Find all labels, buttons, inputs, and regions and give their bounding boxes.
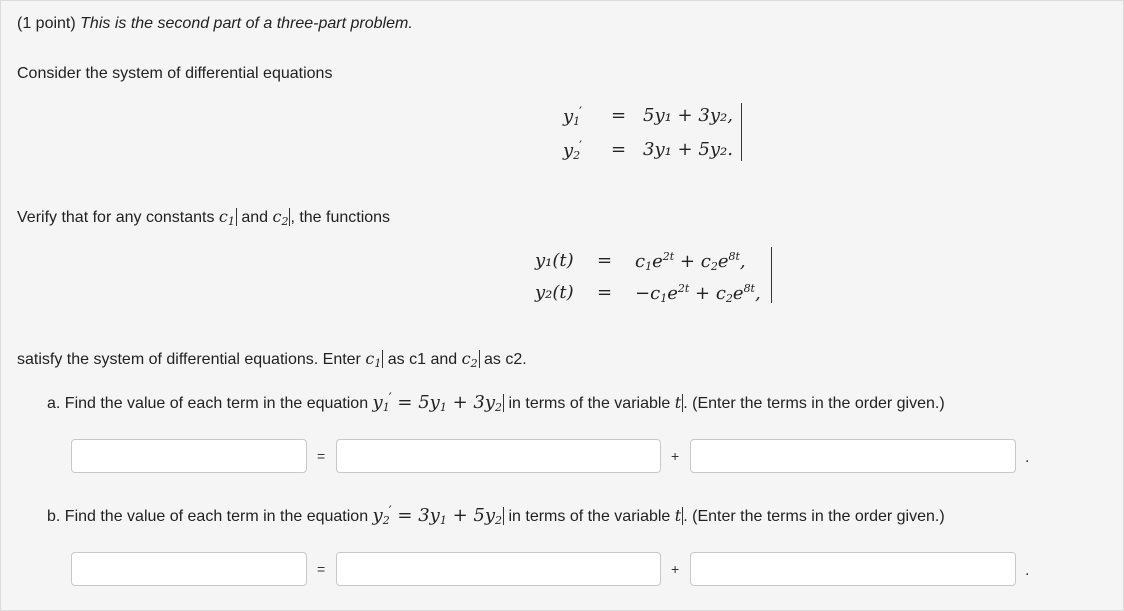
y2-label: y₂(t) xyxy=(535,282,574,303)
part-b-term1-input[interactable] xyxy=(336,552,661,586)
part-a-period: . xyxy=(1025,449,1030,466)
text-cursor xyxy=(382,350,383,368)
verify-text xyxy=(17,207,390,228)
satisfy-pre: satisfy the system of differential equations. Enter xyxy=(17,351,361,368)
part-a-post: in terms of the variable xyxy=(508,395,671,412)
part-b-equals: = xyxy=(317,561,326,577)
c2-symbol: $c_2$ xyxy=(461,349,478,370)
eq2-rhs: 3y₁ + 5y₂. xyxy=(643,139,733,160)
satisfy-as1: as c1 and xyxy=(387,351,458,368)
c1-symbol: $c_1$ xyxy=(218,207,235,228)
satisfy-text xyxy=(17,349,527,370)
problem-description: This is the second part of a three-part problem. xyxy=(80,15,413,32)
intro-text: Consider the system of differential equations xyxy=(17,65,333,82)
eq1-lhs: $y_1'$ xyxy=(563,105,583,128)
text-cursor xyxy=(503,394,504,412)
part-b-equation: $y_2' = 3y_1 + 5y_2$ xyxy=(372,504,503,527)
eq2-equals: = xyxy=(611,139,627,160)
satisfy-as2: as c2. xyxy=(484,351,527,368)
sol1-equals: = xyxy=(597,250,613,271)
part-a-lhs-input[interactable] xyxy=(71,439,307,473)
part-a-equals: = xyxy=(317,448,326,464)
part-b-period: . xyxy=(1025,562,1030,579)
text-cursor xyxy=(236,208,237,226)
part-a-term2-input[interactable] xyxy=(690,439,1016,473)
text-cursor xyxy=(479,350,480,368)
part-b-post2: . (Enter the terms in the order given.) xyxy=(683,508,945,525)
part-a-plus: + xyxy=(671,448,680,464)
eq1-equals: = xyxy=(611,105,627,126)
part-b-pre: b. Find the value of each term in the equation xyxy=(47,508,369,525)
eq2-lhs: $y_2'$ xyxy=(563,139,583,162)
t-symbol: t xyxy=(674,506,682,525)
part-a-post2: . (Enter the terms in the order given.) xyxy=(683,395,945,412)
part-b-post: in terms of the variable xyxy=(508,508,671,525)
y2-expression: $-c_1e^{2t} + c_2e^{8t}$, xyxy=(635,282,761,305)
problem-header xyxy=(17,15,413,33)
system-divider xyxy=(741,103,742,161)
sol2-equals: = xyxy=(597,282,613,303)
part-b-term2-input[interactable] xyxy=(690,552,1016,586)
verify-post: , the functions xyxy=(290,209,391,226)
y1-expression: $c_1e^{2t} + c_2e^{8t}$, xyxy=(635,250,746,273)
c2-symbol: $c_2$ xyxy=(272,207,289,228)
t-symbol: t xyxy=(674,393,682,412)
part-a-term1-input[interactable] xyxy=(336,439,661,473)
eq1-rhs: 5y₁ + 3y₂, xyxy=(643,105,733,126)
part-b-plus: + xyxy=(671,561,680,577)
text-cursor xyxy=(503,507,504,525)
part-a-pre: a. Find the value of each term in the equation xyxy=(47,395,369,412)
y1-label: y₁(t) xyxy=(535,250,574,271)
points-label: (1 point) xyxy=(17,15,76,32)
solution-divider xyxy=(771,247,772,303)
c1-symbol: $c_1$ xyxy=(365,349,382,370)
verify-and: and xyxy=(241,209,269,226)
part-b-lhs-input[interactable] xyxy=(71,552,307,586)
part-b-prompt xyxy=(47,504,945,527)
verify-pre: Verify that for any constants xyxy=(17,209,215,226)
part-a-prompt xyxy=(47,391,945,414)
part-a-equation: $y_1' = 5y_1 + 3y_2$ xyxy=(372,391,503,414)
